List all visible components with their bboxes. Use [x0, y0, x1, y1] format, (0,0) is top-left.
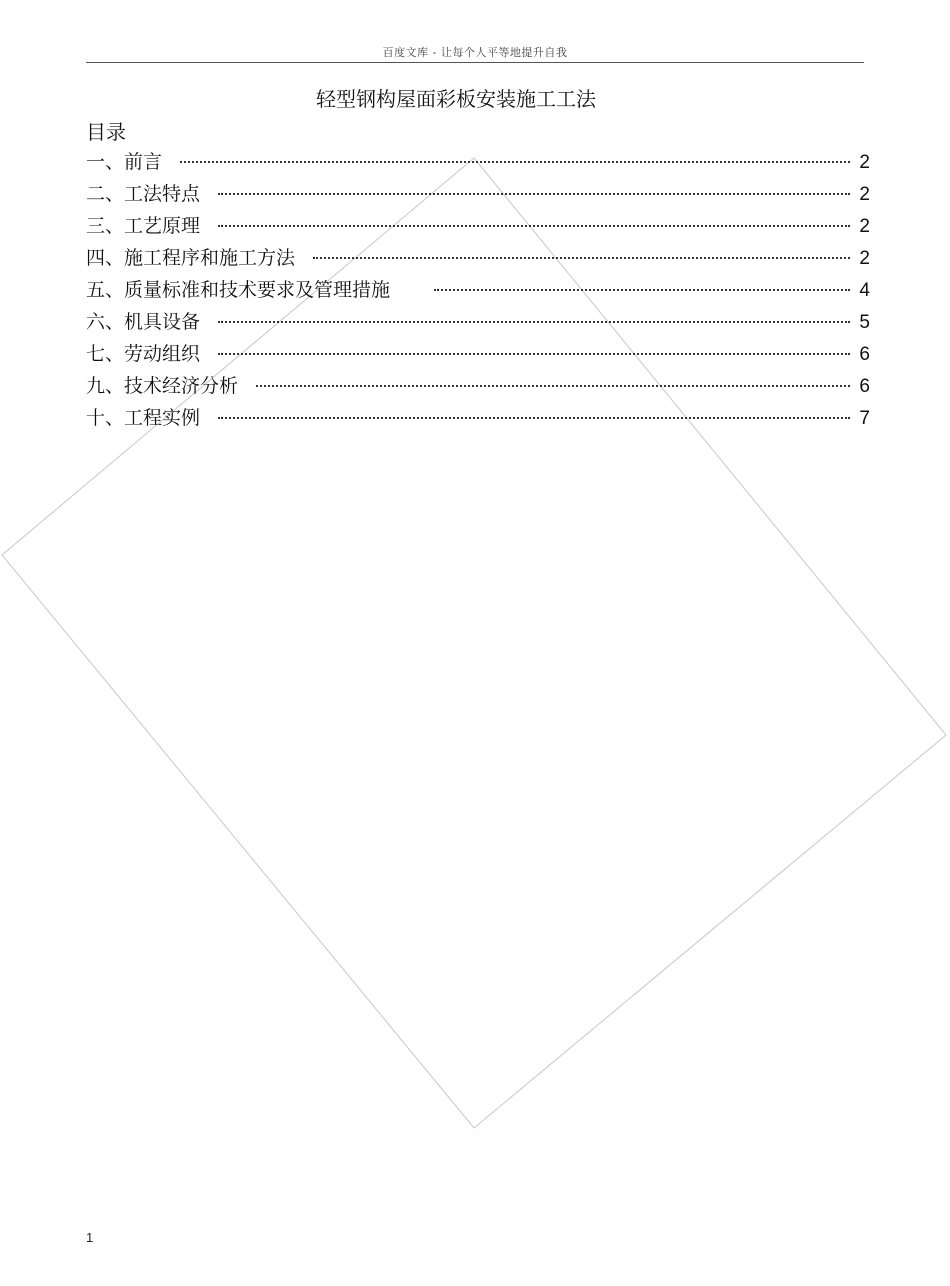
- page-header: 百度文库 - 让每个人平等地提升自我: [382, 46, 568, 59]
- toc-leader-dots: [434, 289, 850, 291]
- toc-entry-equipment[interactable]: [86, 306, 870, 338]
- toc-entry-label: 五、质量标准和技术要求及管理措施: [86, 279, 391, 301]
- toc-entry-label: 一、前言: [86, 151, 163, 173]
- toc-entry-page: 6: [859, 376, 870, 397]
- toc-entry-label: 六、机具设备: [86, 311, 201, 333]
- toc-entry-label: 十、工程实例: [86, 407, 201, 429]
- toc-entry-label: 三、工艺原理: [86, 215, 201, 237]
- toc-entry-quality[interactable]: [86, 274, 870, 306]
- toc-entry-features[interactable]: [86, 178, 870, 210]
- toc-entry-label: 二、工法特点: [86, 183, 201, 205]
- toc-entry-principle[interactable]: [86, 210, 870, 242]
- toc-entry-label: 四、施工程序和施工方法: [86, 247, 296, 269]
- toc-entry-page: 2: [859, 248, 870, 269]
- toc-entry-economics[interactable]: [86, 370, 870, 402]
- toc-leader-dots: [180, 161, 850, 163]
- toc-entry-label: 七、劳动组织: [86, 343, 201, 365]
- toc-leader-dots: [313, 257, 850, 259]
- toc-entry-preface[interactable]: [86, 146, 870, 178]
- toc-entry-page: 2: [859, 152, 870, 173]
- toc-entry-procedure[interactable]: [86, 242, 870, 274]
- toc-leader-dots: [256, 385, 850, 387]
- toc-entry-page: 2: [859, 216, 870, 237]
- toc-heading: 目录: [86, 120, 126, 144]
- toc-leader-dots: [218, 353, 850, 355]
- toc-entry-label: 九、技术经济分析: [86, 375, 239, 397]
- toc-leader-dots: [218, 417, 850, 419]
- toc-entry-page: 2: [859, 184, 870, 205]
- toc-leader-dots: [218, 321, 850, 323]
- toc-leader-dots: [218, 225, 850, 227]
- toc-entry-page: 5: [859, 312, 870, 333]
- document-title: 轻型钢构屋面彩板安装施工工法: [316, 87, 596, 111]
- toc-leader-dots: [218, 193, 850, 195]
- toc-entry-page: 6: [859, 344, 870, 365]
- header-rule: [86, 62, 864, 63]
- toc-entry-page: 7: [859, 408, 870, 429]
- page-number: 1: [86, 1230, 94, 1245]
- toc-entry-page: 4: [859, 280, 870, 301]
- table-of-contents: [86, 146, 870, 434]
- toc-entry-examples[interactable]: [86, 402, 870, 434]
- toc-entry-labor[interactable]: [86, 338, 870, 370]
